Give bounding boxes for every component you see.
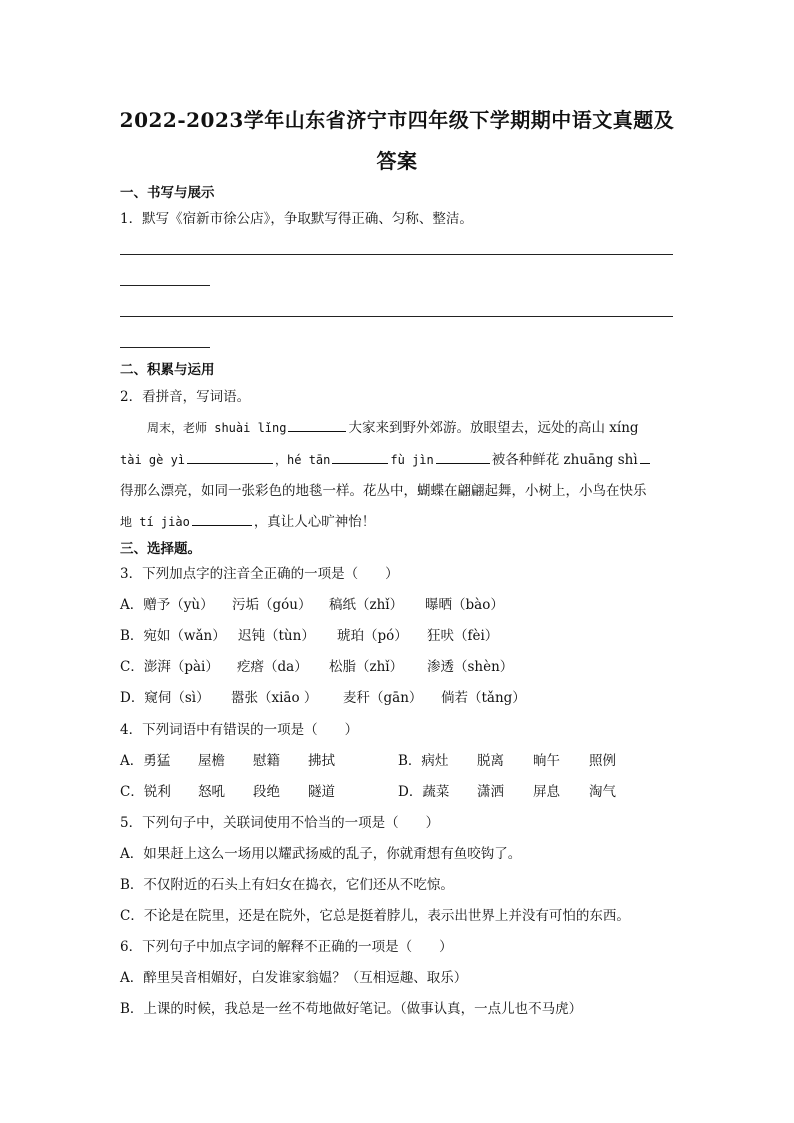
option-word: 疙瘩（da）	[237, 659, 308, 675]
answer-blank[interactable]	[436, 449, 490, 464]
pinyin-text: tài gè yì	[120, 453, 186, 467]
option-word: 松脂（zhǐ）	[329, 659, 404, 675]
pinyin-paragraph-line-1	[147, 416, 639, 436]
option-word: 嚣张（xiāo ）	[231, 690, 318, 706]
document-title-line-2: 答案	[376, 149, 418, 173]
pinyin-paragraph-line-4	[120, 510, 375, 530]
question-5-option-c: C．不论是在院里，还是在院外，它总是挺着脖儿，表示出世界上并没有可怕的东西。	[120, 908, 630, 924]
document-title-line-1: 2022-2023学年山东省济宁市四年级下学期期中语文真题及	[119, 108, 675, 132]
question-5: 5．下列句子中，关联词使用不恰当的一项是（ ）	[120, 815, 440, 831]
pinyin-text: ，hé tān	[275, 453, 331, 467]
option-word: 屏息	[533, 784, 560, 800]
writing-line	[120, 285, 210, 286]
option-word: 怒吼	[198, 784, 225, 800]
option-word: 麦秆（gān）	[343, 690, 423, 706]
option-word: D．窥伺（sì）	[120, 690, 210, 706]
option-word: 稿纸（zhǐ）	[329, 597, 404, 613]
answer-blank[interactable]	[187, 449, 273, 464]
option-word: 晌午	[533, 753, 560, 769]
paragraph-text: 被各种鲜花 zhuāng shì	[491, 452, 638, 468]
pinyin-paragraph-line-3: 得那么漂亮，如同一张彩色的地毯一样。花丛中，蝴蝶在翩翩起舞，小树上，小鸟在快乐	[120, 483, 647, 499]
section-heading-multiple-choice: 三、选择题。	[120, 541, 201, 557]
option-word: 渗透（shèn）	[427, 659, 514, 675]
question-6: 6．下列句子中加点字词的解释不正确的一项是（ ）	[120, 939, 453, 955]
option-word: 隧道	[308, 784, 335, 800]
option-word: 脱离	[477, 753, 504, 769]
option-word: A．勇猛	[120, 753, 171, 769]
option-word: 曝晒（bào）	[425, 597, 504, 613]
option-word: 屋檐	[198, 753, 225, 769]
option-word: 迟钝（tùn）	[238, 628, 315, 644]
answer-blank[interactable]	[288, 417, 346, 432]
option-word: 照例	[589, 753, 616, 769]
question-4: 4．下列词语中有错误的一项是（ ）	[120, 722, 359, 738]
option-word: 琥珀（pó）	[337, 628, 408, 644]
writing-line	[120, 254, 673, 255]
option-word: 狂吠（fèi）	[427, 628, 499, 644]
answer-blank[interactable]	[640, 449, 650, 464]
question-3: 3．下列加点字的注音全正确的一项是（ ）	[120, 566, 399, 582]
pinyin-text: fù jìn	[390, 453, 434, 467]
option-word: A．赠予（yù）	[120, 597, 214, 613]
section-heading-accumulation: 二、积累与运用	[120, 362, 215, 378]
question-1: 1．默写《宿新市徐公店》，争取默写得正确、匀称、整洁。	[120, 211, 473, 227]
pinyin-text: 地 tí jiào	[120, 515, 190, 529]
option-word: 污垢（góu）	[232, 597, 312, 613]
answer-blank[interactable]	[332, 449, 388, 464]
paragraph-text: 大家来到野外郊游。放眼望去，远处的高山 xíng	[348, 420, 639, 436]
question-5-option-a: A．如果赶上这么一场用以耀武扬威的乱子，你就甭想有鱼咬钩了。	[120, 846, 522, 862]
option-word: C．锐利	[120, 784, 171, 800]
option-word: 淘气	[589, 784, 616, 800]
option-word: C．澎湃（pài）	[120, 659, 219, 675]
writing-line	[120, 347, 210, 348]
paragraph-text: ，真让人心旷神怡！	[253, 514, 376, 530]
section-heading-writing: 一、书写与展示	[120, 185, 215, 201]
option-word: 拂拭	[308, 753, 335, 769]
question-2: 2．看拼音，写词语。	[120, 389, 251, 405]
writing-line	[120, 316, 673, 317]
option-word: D．蔬菜	[398, 784, 450, 800]
pinyin-text: 周末，老师 shuài lǐng	[147, 421, 287, 435]
pinyin-paragraph-line-2	[120, 448, 652, 468]
option-word: B．宛如（wǎn）	[120, 628, 226, 644]
question-5-option-b: B．不仅附近的石头上有妇女在捣衣，它们还从不吃惊。	[120, 877, 454, 893]
option-word: 潇洒	[477, 784, 504, 800]
option-word: 段绝	[253, 784, 280, 800]
option-word: B．病灶	[398, 753, 449, 769]
option-word: 慰籍	[253, 753, 280, 769]
question-6-option-a: A．醉里吴音相媚好，白发谁家翁媪？（互相逗趣、取乐）	[120, 970, 468, 986]
answer-blank[interactable]	[192, 511, 252, 526]
question-6-option-b: B．上课的时候，我总是一丝不苟地做好笔记。（做事认真，一点儿也不马虎）	[120, 1001, 583, 1017]
option-word: 倘若（tǎng）	[441, 690, 526, 706]
